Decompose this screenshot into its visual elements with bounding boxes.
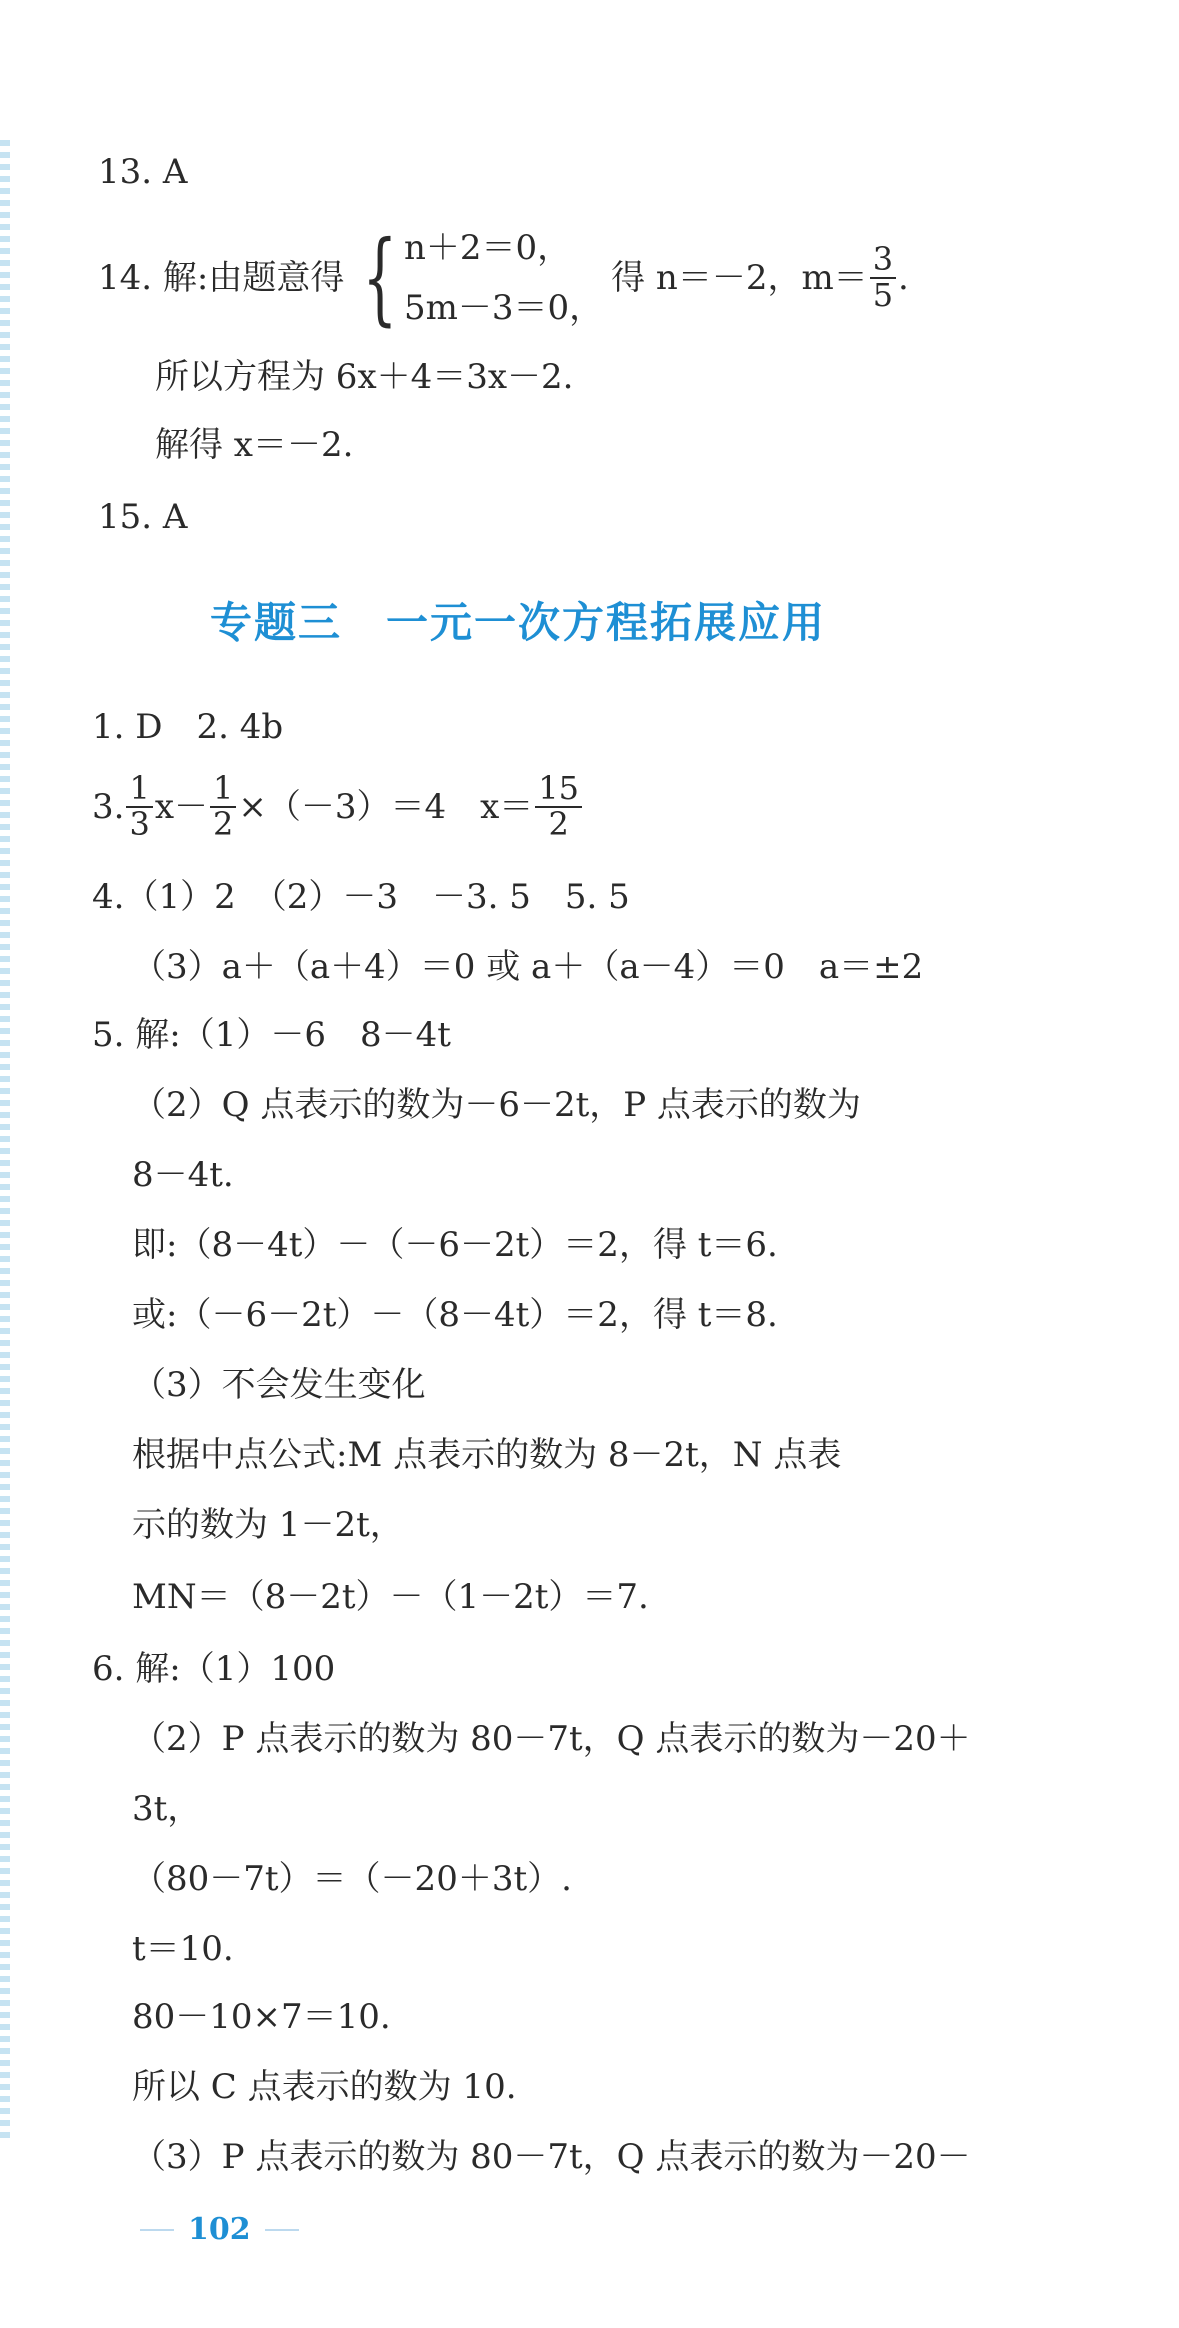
fraction-denominator: 2 — [213, 804, 234, 843]
system-eq-2: 5m－3＝0， — [403, 288, 604, 328]
answer-3-post: ×（－3）＝4 x＝ — [238, 786, 534, 827]
answer-14-line-2: 所以方程为 6x＋4＝3x－2. — [155, 357, 574, 397]
answer-6-line-6: 80－10×7＝10. — [132, 1997, 391, 2037]
fraction-denominator: 3 — [129, 804, 150, 843]
page-footer — [140, 2212, 299, 2247]
answer-5-line-5: 或:（－6－2t）－（8－4t）＝2，得 t＝8. — [132, 1295, 778, 1335]
fraction-denominator: 5 — [872, 276, 894, 314]
answer-5-line-8: 示的数为 1－2t， — [132, 1505, 404, 1545]
answer-3 — [92, 769, 584, 843]
answer-5-line-3: 8－4t. — [132, 1155, 234, 1195]
answer-5-line-2: （2）Q 点表示的数为－6－2t，P 点表示的数为 — [132, 1085, 861, 1125]
answer-14-line-3: 解得 x＝－2. — [155, 425, 354, 465]
fraction-15-2 — [535, 769, 582, 843]
page-number: 102 — [188, 2212, 251, 2247]
answer-5-line-9: MN＝（8－2t）－（1－2t）＝7. — [132, 1577, 649, 1617]
answer-3-prefix: 3. — [92, 786, 125, 827]
answer-4-line-1: 4.（1）2 （2）－3 －3. 5 5. 5 — [92, 877, 630, 917]
answer-6-line-7: 所以 C 点表示的数为 10. — [132, 2067, 517, 2107]
answer-14-prefix: 14. 解:由题意得 — [98, 258, 345, 298]
answer-15: 15. A — [98, 497, 188, 537]
page-edge-decoration — [0, 140, 10, 2140]
answer-5-line-1: 5. 解:（1）－6 8－4t — [92, 1015, 451, 1055]
answer-14 — [98, 219, 909, 336]
system-eq-1: n＋2＝0， — [403, 228, 572, 268]
answer-3-mid: x－ — [154, 786, 208, 827]
answer-4-line-2: （3）a＋（a＋4）＝0 或 a＋（a－4）＝0 a＝±2 — [132, 947, 924, 987]
answer-5-line-4: 即:（8－4t）－（－6－2t）＝2，得 t＝6. — [132, 1225, 778, 1265]
answer-6-line-5: t＝10. — [132, 1929, 234, 1969]
answer-5-line-7: 根据中点公式:M 点表示的数为 8－2t，N 点表 — [132, 1435, 842, 1475]
answer-14-end: . — [898, 258, 909, 298]
answer-1-2: 1. D 2. 4b — [92, 707, 284, 747]
equation-system — [348, 219, 604, 336]
fraction-numerator: 3 — [870, 243, 896, 279]
fraction-numerator: 15 — [535, 772, 582, 808]
answer-5-line-6: （3）不会发生变化 — [132, 1365, 426, 1405]
answer-6-line-3: 3t， — [132, 1789, 202, 1829]
fraction-numerator: 1 — [210, 772, 236, 808]
answer-6-line-2: （2）P 点表示的数为 80－7t，Q 点表示的数为－20＋ — [132, 1719, 971, 1759]
fraction-1-2 — [210, 769, 236, 843]
answer-6-line-1: 6. 解:（1）100 — [92, 1649, 336, 1689]
fraction-numerator: 1 — [126, 772, 152, 808]
footer-dash-left — [140, 2229, 174, 2231]
fraction-denominator: 2 — [548, 804, 569, 843]
section-heading: 专题三 一元一次方程拓展应用 — [210, 598, 827, 647]
answer-6-line-4: （80－7t）＝（－20＋3t）. — [132, 1859, 572, 1899]
answer-6-line-8: （3）P 点表示的数为 80－7t，Q 点表示的数为－20－ — [132, 2137, 971, 2177]
footer-dash-right — [265, 2229, 299, 2231]
brace-symbol: { — [362, 219, 398, 336]
answer-13: 13. A — [98, 152, 188, 192]
fraction-1-3 — [126, 769, 152, 843]
answer-14-result: 得 n＝－2，m＝ — [611, 258, 868, 298]
fraction-3-5 — [870, 240, 896, 314]
